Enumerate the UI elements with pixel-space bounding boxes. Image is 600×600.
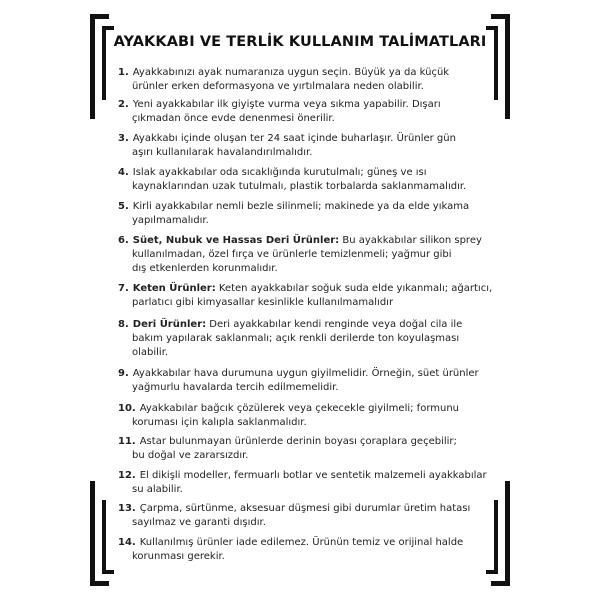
item-text-line: yapılmamalıdır.	[132, 215, 209, 227]
item-number: 6.	[118, 235, 129, 246]
item-heading: Keten Ürünler:	[132, 283, 216, 294]
corner-bracket-bottom-left-inner	[102, 500, 114, 574]
item-heading: Deri Ürünler:	[132, 319, 207, 330]
item-number: 11.	[118, 436, 136, 447]
item-text-line: parlatıcı gibi kimyasallar kesinlikle kullanılmamalıdır	[132, 297, 394, 309]
item-text-line: Ayakkabınızı ayak numaranıza uygun seçin. Büyük ya da küçük	[132, 67, 450, 78]
item-heading: Süet, Nubuk ve Hassas Deri Ürünler:	[132, 235, 340, 246]
list-item-14	[118, 536, 498, 564]
list-item-12	[118, 469, 498, 497]
list-item-8	[118, 318, 498, 361]
item-text-line: Kirli ayakkabılar nemli bezle silinmeli; makinede ya da elde yıkama	[132, 201, 470, 212]
item-text-line: El dikişli modeller, fermuarlı botlar ve sentetik malzemeli ayakkabılar	[139, 470, 487, 481]
list-item-2	[118, 98, 498, 126]
item-text-line: Ayakkabılar hava durumuna uygun giyilmelidir. Örneğin, süet ürünler	[132, 368, 479, 379]
item-number: 13.	[118, 503, 136, 514]
item-text-line: Ayakkabı içinde oluşan ter 24 saat içinde buharlaşır. Ürünler gün	[132, 133, 456, 144]
item-text-line: Yeni ayakkabılar ilk giyişte vurma veya sıkma yapabilir. Dışarı	[132, 99, 441, 110]
item-text-line: aşırı kullanılarak havalandırılmalıdır.	[132, 147, 313, 159]
list-item-4	[118, 166, 498, 194]
item-text-line: Ayakkabılar bağcık çözülerek veya çekecekle giyilmeli; formunu	[139, 403, 460, 414]
item-number: 8.	[118, 319, 129, 330]
list-item-11	[118, 435, 498, 463]
item-text-line: Kullanılmış ürünler iade edilemez. Ürünün temiz ve orijinal halde	[139, 537, 464, 548]
item-text-line: su alabilir.	[132, 484, 183, 496]
item-number: 7.	[118, 283, 129, 294]
item-number: 5.	[118, 201, 129, 212]
item-text-line: Bu ayakkabılar silikon sprey	[339, 235, 482, 246]
item-text-line: koruması için kalıpla saklanmalıdır.	[132, 417, 307, 429]
item-text-line: bakım yapılarak saklanmalı; açık renkli derilerde ton koyulaşması	[132, 333, 460, 345]
item-text-line: çıkmadan önce evde denenmesi önerilir.	[132, 113, 335, 125]
item-text-line: yağmurlu havalarda tercih edilmemelidir.	[132, 382, 339, 394]
item-text-line: sayılmaz ve garanti dışıdır.	[132, 517, 266, 529]
item-text-line: bu doğal ve zararsızdır.	[132, 450, 249, 462]
item-text-line: ürünler erken deformasyona ve yırtılmalara neden olabilir.	[132, 81, 424, 93]
item-number: 1.	[118, 67, 129, 78]
item-text-line: dış etkenlerden korunmalıdır.	[132, 263, 278, 275]
item-number: 9.	[118, 368, 129, 379]
item-number: 10.	[118, 403, 136, 414]
item-text-line: Islak ayakkabılar oda sıcaklığında kurutulmalı; güneş ve ısı	[132, 167, 427, 178]
item-text-line: Çarpma, sürtünme, aksesuar düşmesi gibi durumlar üretim hatası	[139, 503, 471, 514]
item-text-line: Deri ayakkabılar kendi renginde veya doğal cila ile	[206, 319, 463, 330]
list-item-10	[118, 402, 498, 430]
list-item-6	[118, 234, 498, 277]
item-number: 3.	[118, 133, 129, 144]
item-number: 12.	[118, 470, 136, 481]
item-number: 14.	[118, 537, 136, 548]
item-text-line: kaynaklarından uzak tutulmalı, plastik torbalarda saklanmamalıdır.	[132, 181, 467, 193]
list-item-5	[118, 200, 498, 228]
item-text-line: Keten ayakkabılar soğuk suda elde yıkanmalı; ağartıcı,	[215, 283, 493, 294]
item-text-line: korunması gerekir.	[132, 551, 225, 563]
page-title: AYAKKABI VE TERLİK KULLANIM TALİMATLARI	[113, 34, 487, 50]
list-item-9	[118, 367, 498, 395]
item-number: 2.	[118, 99, 129, 110]
item-text-line: olabilir.	[132, 347, 169, 359]
list-item-13	[118, 502, 498, 530]
list-item-1	[118, 66, 498, 94]
list-item-7	[118, 282, 498, 310]
item-text-line: Astar bulunmayan ürünlerde derinin boyası çoraplara geçebilir;	[139, 436, 457, 447]
item-number: 4.	[118, 167, 129, 178]
list-item-3	[118, 132, 498, 160]
item-text-line: kullanılmadan, özel fırça ve ürünlerle temizlenmeli; yağmur gibi	[132, 249, 452, 261]
